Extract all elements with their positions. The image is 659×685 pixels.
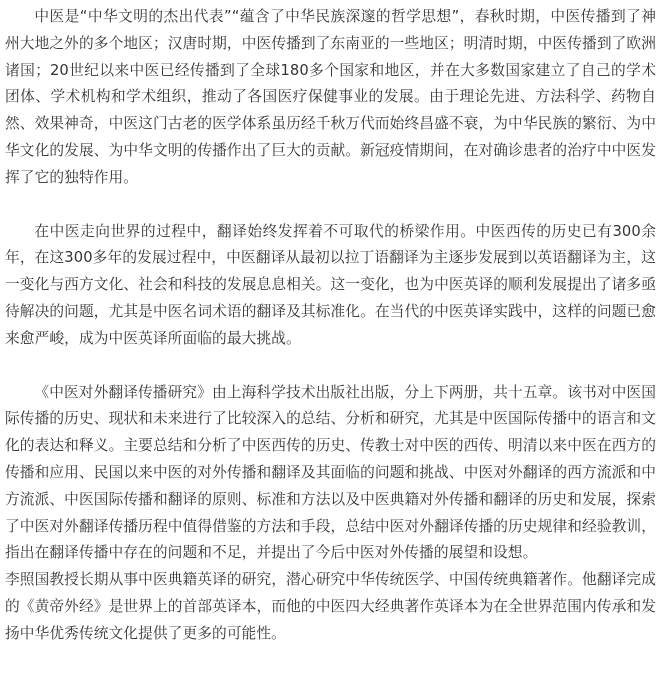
- paragraph-author-bio: 李照国教授长期从事中医典籍英译的研究，潜心研究中华传统医学、中国传统典籍著作。他翻译完成的《黄帝外经》是世界上的首部英译本，而他的中医四大经典著作英译本为在全世界范围内传承和发扬中华优秀传统文化提供了更多的可能性。: [5, 571, 656, 642]
- paragraph-translation-role: 在中医走向世界的过程中，翻译始终发挥着不可取代的桥梁作用。中医西传的历史已有300余年，在这300多年的发展过程中，中医翻译从最初以拉丁语翻译为主逐步发展到以英语翻译为主，这一变化与西方文化、社会和科技的发展息息相关。这一变化，也为中医英译的顺利发展提出了诸多亟待解决的问题，尤其是中医名词术语的翻译及其标准化。在当代的中医英译实践中，这样的问题已愈来愈严峻，成为中医英译所面临的最大挑战。: [5, 222, 656, 347]
- paragraph-spacer: [5, 353, 656, 380]
- paragraph-book-summary: 《中医对外翻译传播研究》由上海科学技术出版社出版，分上下两册，共十五章。该书对中医国际传播的历史、现状和未来进行了比较深入的总结、分析和研究，尤其是中医国际传播中的语言和文化的表达和释义。主要总结和分析了中医西传的历史、传教士对中医的西传、明清以来中医在西方的传播和应用、民国以来中医的对外传播和翻译及其面临的问题和挑战、中医对外翻译的西方流派和中方流派、中医国际传播和翻译的原则、标准和方法以及中医典籍对外传播和翻译的历史和发展，探索了中医对外翻译传播历程中值得借鉴的方法和手段，总结中医对外翻译传播的历史规律和经验教训，指出在翻译传播中存在的问题和不足，并提出了今后中医对外传播的展望和设想。: [5, 383, 656, 562]
- paragraph-tcm-history: 中医是“中华文明的杰出代表”“蕴含了中华民族深邃的哲学思想”，春秋时期，中医传播到了神州大地之外的多个地区；汉唐时期，中医传播到了东南亚的一些地区；明清时期，中医传播到了欧洲诸国；20世纪以来中医已经传播到了全球180多个国家和地区，并在大多数国家建立了自己的学术团体、学术机构和学术组织，推动了各国医疗保健事业的发展。由于理论先进、方法科学、药物自然、效果神奇，中医这门古老的医学体系虽历经千秋万代而始终昌盛不衰，为中华民族的繁衍、为中华文化的发展、为中华文明的传播作出了巨大的贡献。新冠疫情期间，在对确诊患者的治疗中中医发挥了它的独特作用。: [5, 8, 656, 186]
- paragraph-spacer: [5, 192, 656, 219]
